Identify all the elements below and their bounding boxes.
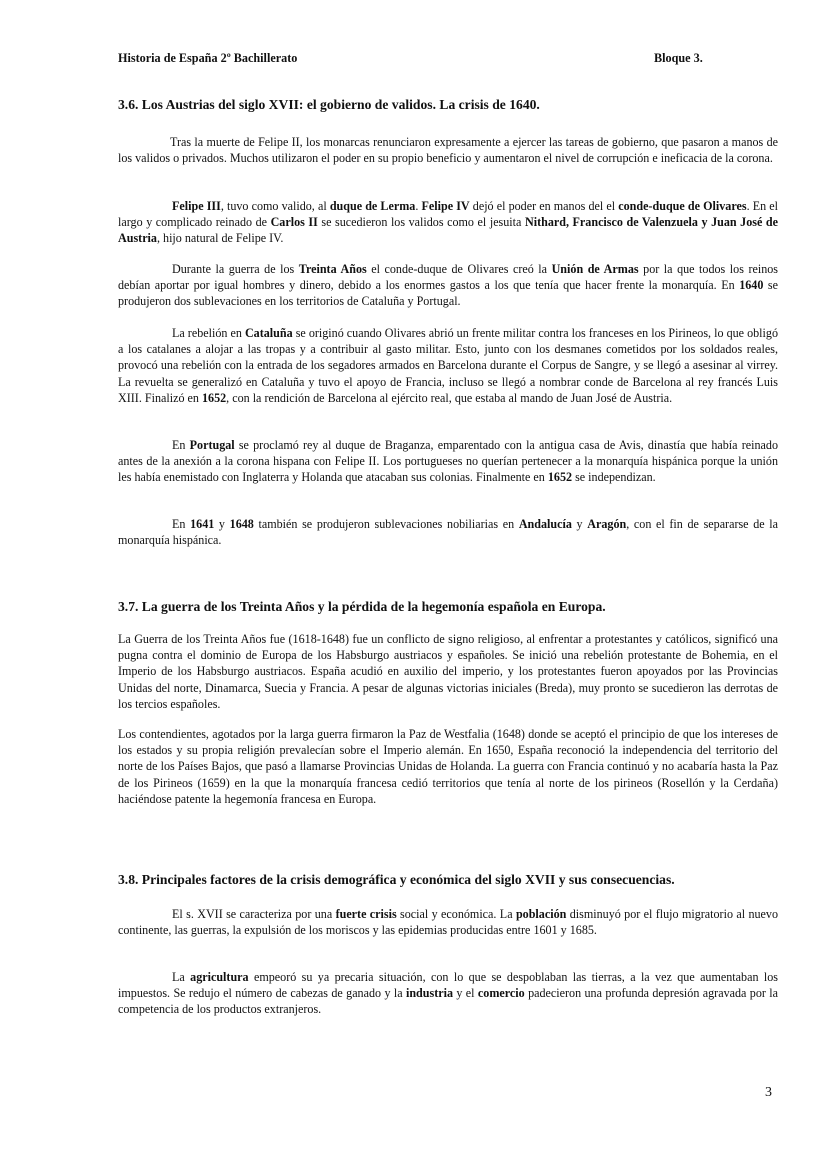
bold-term: 1652 [547, 470, 573, 485]
text-run: En [172, 438, 190, 452]
bold-term: 1640 [739, 278, 764, 293]
text-run: La [172, 970, 191, 984]
bold-term: Portugal [189, 438, 235, 452]
bold-term: 1641 [190, 517, 215, 531]
bold-term: duque de Lerma [329, 199, 416, 213]
paragraph [118, 261, 778, 310]
text-run: , con la rendición de Barcelona al ejército real, que estaba al mando de Juan José de Austria. [226, 390, 673, 405]
section-title-3-7: 3.7. La guerra de los Treinta Años y la pérdida de la hegemonía española en Europa. [118, 599, 606, 614]
bold-term: Treinta Años [298, 262, 367, 276]
text-run: y el [453, 986, 478, 1001]
text-run: Tras la muerte de Felipe II, los monarcas renunciaron expresamente a ejercer las tareas de gobierno, que pasaron a manos de los validos o privados. Muchos utilizaron el poder en su propio beneficio y aumentaron el nivel de corrupción e ineficacia de la corona. [118, 135, 778, 166]
bold-term: Carlos II [270, 215, 318, 230]
bold-term: Nithard, Francisco de Valenzuela y Juan José de Austria [118, 215, 778, 246]
section-title-3-6: 3.6. Los Austrias del siglo XVII: el gobierno de validos. La crisis de 1640. [118, 97, 540, 112]
bold-term: 1652 [201, 390, 227, 405]
text-run: La rebelión en [172, 326, 245, 340]
text-run: Los contendientes, agotados por la larga guerra firmaron la Paz de Westfalia (1648) donde se aceptó el principio de que los intereses de los estados y su propia religión prevalecían sobre el Imperio alemán. En 1650, España reconoció la independencia del territorio del norte de los Países Bajos, que pasó a llamarse Provincias Unidas de Holanda. La guerra con Francia continuó y no acabaría hasta la Paz de los Pirineos (1659) en la que la monarquía francesa cedió territorios que tenía al norte de los pirineos (Rosellón y la Cerdaña) haciéndose patente la hegemonía francesa en Europa. [118, 727, 778, 806]
bold-term: Felipe III [172, 199, 221, 213]
bold-term: Aragón [587, 517, 627, 531]
text-run: En [172, 517, 191, 531]
text-run: social y económica. La [396, 907, 516, 921]
page-number: 3 [765, 1085, 772, 1100]
text-run: también se produjeron sublevaciones nobiliarias en [253, 517, 519, 531]
text-run: el conde-duque de Olivares creó la [366, 262, 552, 276]
text-run: . [415, 199, 422, 213]
bold-term: Felipe IV [421, 199, 470, 213]
text-run: , tuvo como valido, al [220, 199, 330, 213]
bold-term: comercio [477, 986, 525, 1001]
text-run: padecieron una profunda depresión agravada por la competencia de los productos extranjeros. [118, 986, 778, 1017]
text-run: El s. XVII se caracteriza por una [172, 907, 336, 921]
bold-term: Andalucía [518, 517, 572, 531]
text-run: se proclamó rey al duque de Braganza, emparentado con la antigua casa de Avis, dinastía que había reinado antes de la anexión a la corona hispana con Felipe II. Los portugueses no querían pertenecer a la monarquía hispánica porque la unión les había enemistado con Inglaterra y Holanda que atacaban sus colonias. Finalmente en [118, 438, 778, 485]
bold-term: agricultura [190, 970, 249, 984]
text-run: y [214, 517, 230, 531]
header-block-label: Bloque 3. [654, 51, 703, 65]
header-course-title: Historia de España 2º Bachillerato [118, 51, 298, 65]
text-run: se produjeron dos sublevaciones en los territorios de Cataluña y Portugal. [118, 278, 778, 309]
bold-term: 1648 [229, 517, 254, 531]
paragraph [118, 516, 778, 548]
text-run: , con el fin de separarse de la monarquía hispánica. [118, 517, 779, 548]
text-run: disminuyó por el flujo migratorio al nuevo continente, las guerras, la expulsión de los moriscos y las epidemias producidas entre 1601 y 1685. [118, 907, 779, 938]
bold-term: industria [405, 986, 454, 1001]
text-run: dejó el poder en manos del el [469, 199, 619, 213]
paragraph [118, 906, 778, 938]
text-run: se independizan. [572, 470, 656, 485]
paragraph [118, 198, 778, 247]
text-run: Durante la guerra de los [172, 262, 299, 276]
paragraph [118, 134, 778, 166]
text-run: y [571, 517, 588, 531]
text-run: por la que todos los reinos debían aportar por igual hombres y dinero, debido a los enormes gastos a los que tenía que hacer frente la monarquía. En [118, 262, 779, 293]
paragraph [118, 437, 778, 486]
bold-term: población [515, 907, 567, 921]
text-run: . En el largo y complicado reinado de [118, 199, 778, 230]
bold-term: fuerte crisis [335, 907, 397, 921]
paragraph [118, 726, 778, 807]
paragraph [118, 325, 778, 406]
bold-term: Cataluña [244, 326, 293, 340]
text-run: se sucedieron los validos como el jesuita [317, 215, 525, 230]
page-header [118, 51, 710, 67]
paragraph [118, 631, 778, 712]
text-run: se originó cuando Olivares abrió un frente militar contra los franceses en los Pirineos, lo que obligó a los catalanes a alojar a las tropas y a contribuir al gasto militar. Esto, junto con los desmanes cometidos por los soldados reales, provocó una rebelión con la entrada de los segadores armados en Barcelona durante el Corpus de Sangre, y se llegó a asesinar al virrey. La revuelta se generalizó en Cataluña y tuvo el apoyo de Francia, incluso se llegó a nombrar conde de Barcelona al rey francés Luis XIII. Finalizó en [118, 326, 778, 405]
text-run: empeoró su ya precaria situación, con lo que se despoblaban las tierras, a la vez que aumentaban los impuestos. Se redujo el número de cabezas de ganado y la [118, 970, 778, 1001]
text-run: , hijo natural de Felipe IV. [156, 231, 284, 246]
section-title-3-8: 3.8. Principales factores de la crisis demográfica y económica del siglo XVII y sus consecuencias. [118, 872, 675, 887]
paragraph [118, 969, 778, 1018]
bold-term: Unión de Armas [551, 262, 639, 276]
text-run: La Guerra de los Treinta Años fue (1618-1648) fue un conflicto de signo religioso, al enfrentar a protestantes y católicos, significó una pugna contra el dominio de Europa de los Habsburgo austriacos y españoles. Se inició una rebelión protestante de Bohemia, en el Imperio de los Habsburgo austriacos. España acudió en auxilio del imperio, y los protestantes fueron apoyados por las Provincias Unidas del norte, Dinamarca, Suecia y Francia. A pesar de algunas victorias iniciales (Breda), muy pronto se sucedieron las derrotas de los tercios españoles. [118, 632, 778, 711]
bold-term: conde-duque de Olivares [618, 199, 747, 213]
